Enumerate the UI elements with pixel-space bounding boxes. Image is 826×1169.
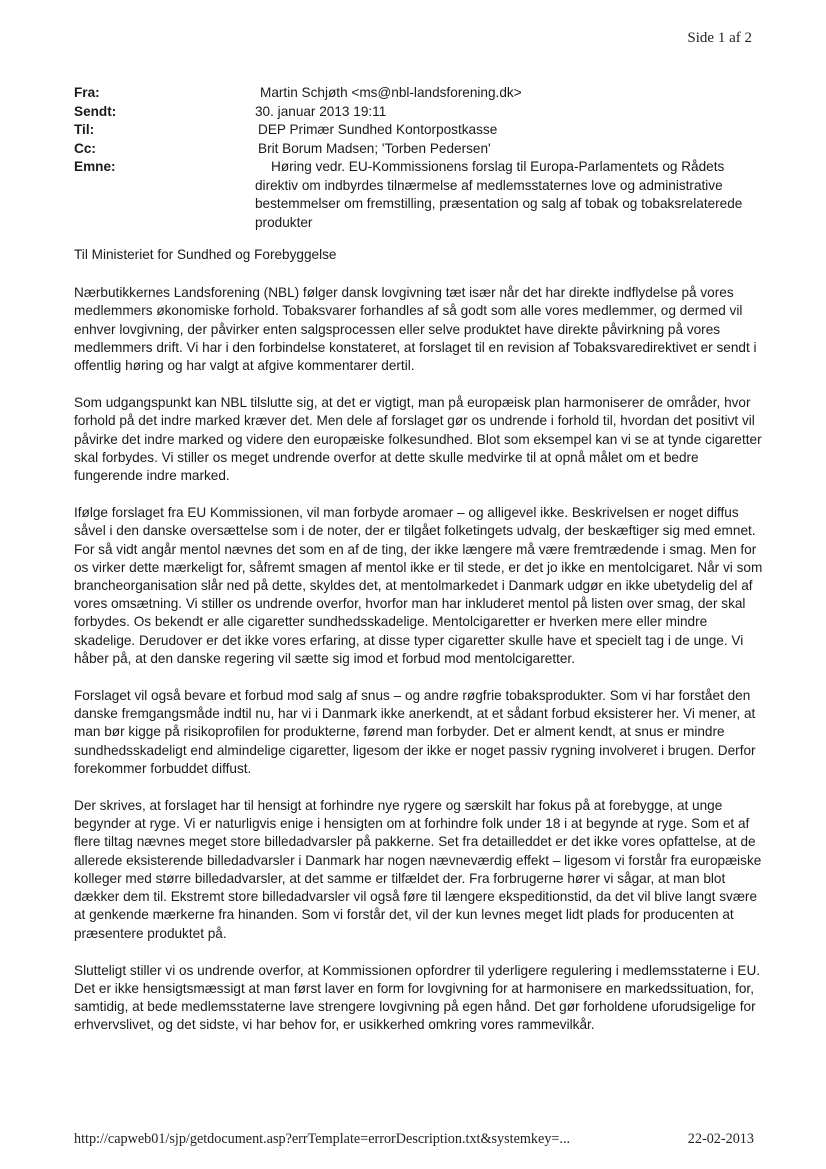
email-headers — [74, 84, 764, 232]
footer-date: 22-02-2013 — [687, 1131, 754, 1147]
paragraph-4: Forslaget vil også bevare et forbud mod salg af snus – og andre røgfrie tobaksprodukter. Som vi har forstået den danske fremgangsmåde indtil nu, har vi i Danmark ikke anerkendt, at et sådant forbud eksisterer her. Vi mener, at man bør kigge på risikoprofilen for produkterne, førend man forbyder. Det er alment kendt, at snus er mindre sundhedsskadeligt end almindelige cigaretter, ligesom der ikke er noget passiv rygning involveret i brugen. Derfor forekommer forbuddet diffust. — [74, 688, 756, 776]
subject-text: Høring vedr. EU-Kommissionens forslag til Europa-Parlamentets og Rådets direktiv om indbyrdes tilnærmelse af medlemsstaternes love og administrative bestemmelser om fremstilling, præsentation og salg af tobak og tobaksrelaterede produkter — [255, 159, 743, 230]
header-label-cc: Cc: — [74, 140, 96, 156]
header-value-cc: Brit Borum Madsen; 'Torben Pedersen' — [258, 140, 491, 156]
header-value-to: DEP Primær Sundhed Kontorpostkasse — [258, 122, 498, 137]
header-row-sent — [74, 103, 764, 122]
header-row-to — [74, 121, 764, 140]
page-number: Side 1 af 2 — [687, 30, 752, 46]
header-row-cc — [74, 140, 764, 159]
header-value-from: Martin Schjøth <ms@nbl-landsforening.dk> — [260, 85, 522, 100]
footer-url: http://capweb01/sjp/getdocument.asp?errTemplate=errorDescription.txt&systemkey=... — [74, 1131, 571, 1147]
paragraph-1: Nærbutikkernes Landsforening (NBL) følger dansk lovgivning tæt især når det har direkte indflydelse på vores medlemmers økonomiske forhold. Tobaksvarer forhandles af så godt som alle vores medlemmer, og dermed vil enhver lovgivning, der påvirker enten salgsprocessen eller selve produktet have direkte påvirkning på vores medlemmers drift. Vi har i den forbindelse konstateret, at forslaget til en revision af Tobaksvaredirektivet er sendt i offentlig høring og har valgt at afgive kommentarer dertil. — [74, 285, 757, 374]
salutation: Til Ministeriet for Sundhed og Forebyggelse — [74, 247, 337, 262]
header-row-subject — [74, 158, 764, 232]
paragraph-3: Ifølge forslaget fra EU Kommissionen, vil man forbyde aromaer – og alligevel ikke. Beskrivelsen er noget diffus såvel i den danske oversættelse som i de noter, der er tilgået folketingets udvalg, der beskæftiger sig med emnet. For så vidt angår mentol nævnes det som en af de ting, der ikke længere må være fremtrædende i smag. Men for os virker dette mærkeligt for, såfremt smagen af mentol ikke er til stede, er det jo ikke en mentolcigaret. Når vi som brancheorganisation slår ned på dette, skyldes det, at mentolmarkedet i Danmark udgør en ikke ubetydelig del af vores omsætning. Vi stiller os undrende overfor, hvorfor man har inkluderet mentol på listen over smag, der skal forbydes. Os bekendt er alle cigaretter sundhedsskadelige. Mentolcigaretter er hverken mere eller mindre skadelige. Derudover er det ikke vores erfaring, at disse typer cigaretter skulle have et specielt tag i de unge. Vi håber på, at den danske regering vil sætte sig imod et forbud mod mentolcigaretter. — [74, 505, 763, 666]
header-label-from: Fra: — [74, 85, 100, 100]
paragraph-5: Der skrives, at forslaget har til hensigt at forhindre nye rygere og særskilt har fokus på at forebygge, at unge begynder at ryge. Vi er naturligvis enige i hensigten om at forhindre folk under 18 i at begynde at ryge. Som et af flere tiltag nævnes meget store billedadvarsler på pakkerne. Set fra detailleddet er det ikke vores opfattelse, at de allerede eksisterende billedadvarsler i Danmark har nogen nævneværdig effekt – ligesom vi forstår fra europæiske kolleger med større billedadvarsler, at det samme er tilfældet der. Fra forbrugerne hører vi sågar, at man blot dækker dem til. Ekstremt store billedadvarsler vil også føre til længere ekspeditionstid, da det vil blive langt svære at genkende mærkerne fra hinanden. Som vi forstår det, vil der kun levnes meget lidt plads for producenten at præsentere produktet på. — [74, 798, 762, 941]
paragraph-2: Som udgangspunkt kan NBL tilslutte sig, at det er vigtigt, man på europæisk plan harmoniserer de områder, hvor forhold på det indre marked kræver det. Men dele af forslaget gør os undrende i forhold til, hvordan det positivt vil påvirke det indre marked og videre den europæiske folkesundhed. Blot som eksempel kan vi se at tynde cigaretter skal forbydes. Vi stiller os meget undrende overfor at dette skulle medvirke til at opnå målet om et bedre fungerende indre marked. — [74, 395, 762, 484]
header-label-sent: Sendt: — [74, 103, 117, 119]
header-label-to: Til: — [74, 122, 95, 137]
page-footer — [74, 1131, 754, 1148]
header-value-sent: 30. januar 2013 19:11 — [255, 103, 387, 119]
header-label-subject: Emne: — [74, 159, 116, 174]
header-row-from — [74, 84, 764, 103]
letter-body — [74, 246, 764, 1054]
header-value-subject — [255, 158, 764, 232]
paragraph-6: Slutteligt stiller vi os undrende overfor, at Kommissionen opfordrer til yderligere regulering i medlemsstaterne i EU. Det er ikke hensigtsmæssigt at man først laver en form for lovgivning for at harmonisere en markedssituation, for, samtidig, at bede medlemsstaterne lave strengere lovgivning på egen hånd. Det gør forholdene uforudsigelige for erhvervslivet, og det sidste, vi har behov for, er usikkerhed omkring vores rammevilkår. — [74, 962, 761, 1033]
